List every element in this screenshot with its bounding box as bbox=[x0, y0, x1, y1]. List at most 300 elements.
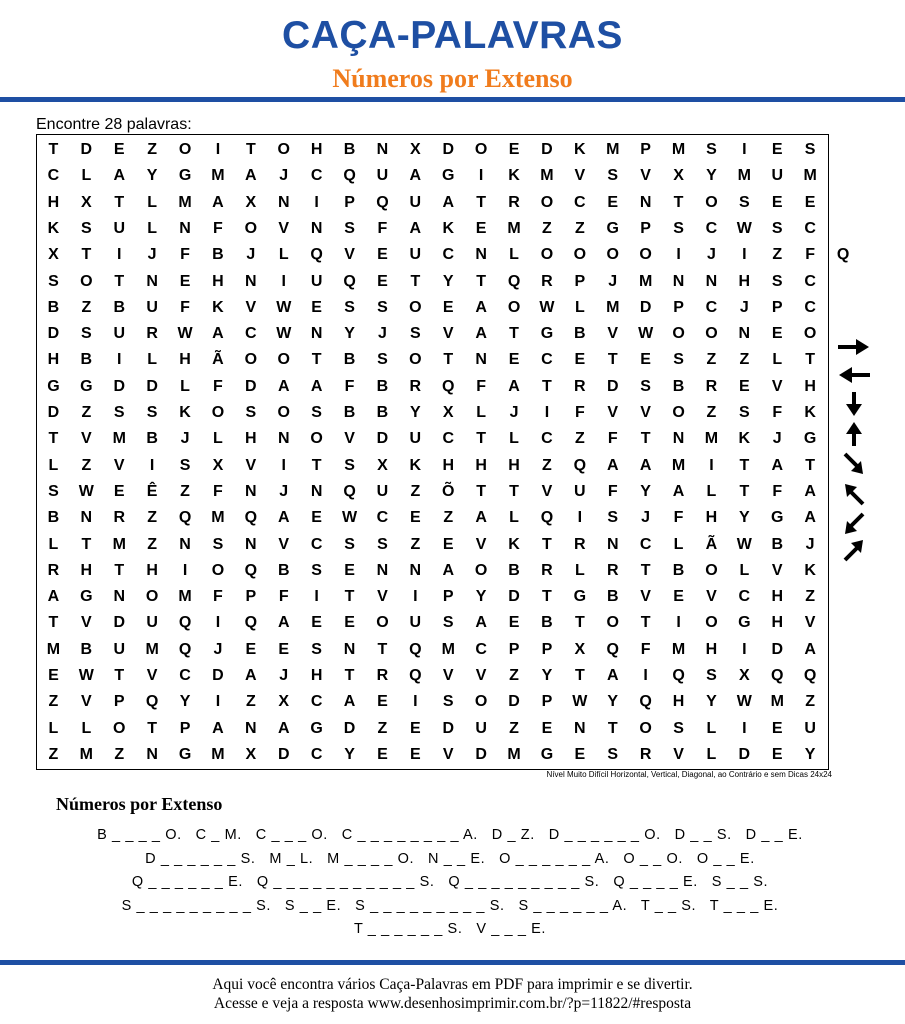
grid-cell[interactable]: U bbox=[310, 272, 323, 290]
grid-cell[interactable]: N bbox=[245, 719, 257, 737]
grid-cell[interactable]: B bbox=[376, 377, 389, 395]
grid-cell[interactable]: X bbox=[212, 456, 224, 474]
grid-cell[interactable]: Z bbox=[805, 588, 816, 606]
grid-cell[interactable]: L bbox=[772, 351, 783, 369]
grid-cell[interactable]: O bbox=[409, 298, 422, 316]
grid-cell[interactable]: J bbox=[180, 430, 190, 448]
grid-cell[interactable]: S bbox=[113, 404, 125, 421]
grid-cell[interactable]: N bbox=[310, 482, 323, 500]
grid-cell[interactable]: C bbox=[310, 535, 323, 553]
grid-cell[interactable]: S bbox=[804, 141, 816, 158]
grid-cell[interactable]: I bbox=[413, 588, 418, 606]
grid-cell[interactable]: J bbox=[377, 325, 387, 343]
grid-cell[interactable]: H bbox=[475, 456, 487, 474]
grid-cell[interactable]: G bbox=[803, 430, 817, 448]
grid-cell[interactable]: T bbox=[311, 456, 322, 474]
grid-cell[interactable]: E bbox=[771, 193, 783, 211]
grid-cell[interactable]: S bbox=[673, 219, 684, 237]
grid-cell[interactable]: G bbox=[80, 377, 93, 395]
grid-cell[interactable]: S bbox=[311, 561, 322, 579]
grid-cell[interactable]: D bbox=[277, 745, 290, 763]
grid-cell[interactable]: A bbox=[277, 377, 290, 395]
grid-cell[interactable]: F bbox=[213, 588, 223, 606]
grid-cell[interactable]: B bbox=[376, 404, 389, 421]
grid-cell[interactable]: R bbox=[574, 377, 586, 395]
grid-cell[interactable]: V bbox=[146, 667, 158, 684]
grid-cell[interactable]: W bbox=[177, 325, 193, 343]
grid-cell[interactable]: R bbox=[639, 745, 652, 763]
grid-cell[interactable]: L bbox=[48, 719, 59, 737]
grid-cell[interactable]: Y bbox=[410, 404, 421, 421]
grid-cell[interactable]: T bbox=[542, 588, 552, 606]
grid-cell[interactable]: S bbox=[81, 325, 92, 343]
grid-cell[interactable]: T bbox=[805, 351, 816, 369]
grid-cell[interactable]: C bbox=[310, 693, 323, 711]
grid-cell[interactable]: E bbox=[771, 141, 783, 158]
grid-cell[interactable]: T bbox=[443, 351, 454, 369]
grid-cell[interactable]: O bbox=[474, 693, 488, 711]
grid-cell[interactable]: T bbox=[311, 351, 322, 369]
grid-cell[interactable]: T bbox=[574, 614, 585, 632]
grid-cell[interactable]: V bbox=[442, 325, 454, 343]
grid-cell[interactable]: O bbox=[573, 246, 587, 264]
grid-cell[interactable]: P bbox=[771, 298, 783, 316]
grid-cell[interactable]: O bbox=[211, 561, 225, 579]
grid-cell[interactable]: J bbox=[608, 272, 618, 290]
grid-cell[interactable]: F bbox=[213, 219, 223, 237]
grid-cell[interactable]: B bbox=[343, 351, 356, 369]
grid-cell[interactable]: D bbox=[113, 614, 126, 632]
grid-cell[interactable]: A bbox=[804, 482, 816, 500]
grid-cell[interactable]: O bbox=[639, 719, 652, 737]
grid-cell[interactable]: M bbox=[211, 509, 225, 527]
grid-cell[interactable]: F bbox=[180, 246, 190, 264]
grid-cell[interactable]: T bbox=[805, 456, 816, 474]
grid-cell[interactable]: O bbox=[80, 272, 93, 290]
grid-cell[interactable]: E bbox=[377, 272, 388, 290]
grid-cell[interactable]: A bbox=[310, 377, 323, 395]
grid-cell[interactable]: M bbox=[507, 745, 521, 763]
grid-cell[interactable]: X bbox=[673, 167, 684, 185]
grid-cell[interactable]: J bbox=[279, 167, 289, 185]
grid-cell[interactable]: N bbox=[245, 482, 257, 500]
grid-cell[interactable]: I bbox=[544, 404, 550, 421]
grid-cell[interactable]: Y bbox=[706, 693, 717, 711]
grid-cell[interactable]: Q bbox=[310, 246, 323, 264]
grid-cell[interactable]: G bbox=[47, 377, 60, 395]
grid-cell[interactable]: A bbox=[245, 667, 257, 684]
grid-cell[interactable]: L bbox=[509, 246, 519, 264]
grid-cell[interactable]: L bbox=[81, 167, 92, 185]
grid-cell[interactable]: I bbox=[577, 509, 583, 527]
grid-cell[interactable]: Z bbox=[81, 298, 92, 316]
grid-cell[interactable]: F bbox=[278, 588, 289, 606]
grid-cell[interactable]: B bbox=[47, 509, 60, 527]
grid-cell[interactable]: T bbox=[607, 719, 618, 737]
grid-cell[interactable]: Z bbox=[706, 351, 717, 369]
grid-cell[interactable]: P bbox=[541, 640, 553, 658]
grid-cell[interactable]: T bbox=[476, 272, 487, 290]
grid-cell[interactable]: A bbox=[672, 482, 685, 500]
grid-cell[interactable]: D bbox=[475, 745, 487, 763]
grid-cell[interactable]: T bbox=[344, 588, 355, 606]
grid-cell[interactable]: I bbox=[643, 667, 648, 684]
grid-cell[interactable]: D bbox=[442, 719, 455, 737]
grid-cell[interactable]: N bbox=[475, 246, 487, 264]
grid-cell[interactable]: U bbox=[771, 167, 784, 185]
grid-cell[interactable]: Q bbox=[244, 614, 258, 632]
grid-cell[interactable]: K bbox=[738, 430, 751, 448]
grid-cell[interactable]: X bbox=[410, 141, 421, 158]
grid-cell[interactable]: E bbox=[113, 482, 125, 500]
grid-cell[interactable]: C bbox=[376, 509, 389, 527]
grid-cell[interactable]: U bbox=[146, 614, 158, 632]
grid-cell[interactable]: C bbox=[442, 246, 455, 264]
grid-cell[interactable]: O bbox=[244, 219, 258, 237]
grid-cell[interactable]: N bbox=[179, 535, 191, 553]
grid-cell[interactable]: T bbox=[476, 482, 487, 500]
grid-cell[interactable]: L bbox=[706, 745, 717, 763]
grid-cell[interactable]: S bbox=[673, 351, 684, 369]
grid-cell[interactable]: B bbox=[343, 141, 356, 158]
grid-cell[interactable]: O bbox=[474, 561, 488, 579]
grid-cell[interactable]: I bbox=[742, 141, 747, 158]
grid-cell[interactable]: F bbox=[772, 404, 783, 421]
grid-cell[interactable]: C bbox=[47, 167, 60, 185]
grid-cell[interactable]: Z bbox=[81, 404, 92, 421]
grid-cell[interactable]: L bbox=[147, 193, 158, 211]
grid-cell[interactable]: K bbox=[47, 219, 60, 237]
grid-cell[interactable]: U bbox=[409, 430, 422, 448]
grid-cell[interactable]: T bbox=[48, 614, 59, 632]
grid-cell[interactable]: X bbox=[442, 404, 454, 421]
grid-cell[interactable]: O bbox=[376, 614, 389, 632]
grid-cell[interactable]: S bbox=[146, 404, 158, 421]
grid-cell[interactable]: D bbox=[113, 377, 126, 395]
grid-cell[interactable]: D bbox=[212, 667, 224, 684]
grid-cell[interactable]: I bbox=[709, 456, 714, 474]
grid-cell[interactable]: E bbox=[673, 588, 684, 606]
grid-cell[interactable]: N bbox=[475, 351, 487, 369]
grid-cell[interactable]: L bbox=[180, 377, 190, 395]
grid-cell[interactable]: Q bbox=[639, 693, 652, 711]
grid-cell[interactable]: C bbox=[574, 193, 586, 211]
grid-cell[interactable]: W bbox=[736, 219, 752, 237]
grid-cell[interactable]: V bbox=[278, 219, 290, 237]
grid-cell[interactable]: Q bbox=[442, 377, 455, 395]
grid-cell[interactable]: F bbox=[344, 377, 355, 395]
grid-cell[interactable]: C bbox=[705, 298, 718, 316]
grid-cell[interactable]: L bbox=[706, 719, 717, 737]
grid-cell[interactable]: U bbox=[804, 719, 816, 737]
grid-cell[interactable]: U bbox=[113, 640, 126, 658]
grid-cell[interactable]: D bbox=[245, 377, 257, 395]
grid-cell[interactable]: R bbox=[47, 561, 60, 579]
grid-cell[interactable]: S bbox=[739, 404, 750, 421]
grid-cell[interactable]: T bbox=[640, 614, 651, 632]
grid-cell[interactable]: S bbox=[739, 193, 750, 211]
grid-cell[interactable]: E bbox=[541, 719, 553, 737]
grid-cell[interactable]: V bbox=[607, 404, 619, 421]
grid-cell[interactable]: R bbox=[705, 377, 718, 395]
grid-cell[interactable]: H bbox=[310, 667, 323, 684]
grid-cell[interactable]: H bbox=[508, 456, 520, 474]
grid-cell[interactable]: A bbox=[475, 614, 487, 632]
grid-cell[interactable]: T bbox=[476, 193, 487, 211]
grid-cell[interactable]: U bbox=[113, 219, 126, 237]
grid-cell[interactable]: W bbox=[276, 325, 292, 343]
grid-cell[interactable]: B bbox=[672, 561, 685, 579]
grid-cell[interactable]: I bbox=[149, 456, 155, 474]
grid-cell[interactable]: R bbox=[376, 667, 389, 684]
grid-cell[interactable]: Z bbox=[377, 719, 388, 737]
grid-cell[interactable]: H bbox=[705, 509, 718, 527]
grid-cell[interactable]: D bbox=[343, 719, 356, 737]
grid-cell[interactable]: P bbox=[179, 719, 191, 737]
grid-cell[interactable]: S bbox=[344, 298, 355, 316]
grid-cell[interactable]: H bbox=[179, 351, 191, 369]
grid-cell[interactable]: Z bbox=[443, 509, 454, 527]
grid-cell[interactable]: P bbox=[673, 298, 684, 316]
grid-cell[interactable]: Y bbox=[640, 482, 651, 500]
grid-cell[interactable]: S bbox=[48, 482, 59, 500]
grid-cell[interactable]: T bbox=[607, 351, 618, 369]
grid-cell[interactable]: A bbox=[277, 509, 290, 527]
grid-cell[interactable]: R bbox=[606, 561, 619, 579]
grid-cell[interactable]: T bbox=[48, 430, 59, 448]
grid-cell[interactable]: T bbox=[574, 667, 585, 684]
grid-cell[interactable]: D bbox=[47, 325, 60, 343]
grid-cell[interactable]: R bbox=[113, 509, 126, 527]
grid-cell[interactable]: A bbox=[47, 588, 60, 606]
grid-cell[interactable]: V bbox=[442, 745, 454, 763]
grid-cell[interactable]: N bbox=[705, 272, 718, 290]
grid-cell[interactable]: L bbox=[278, 246, 289, 264]
grid-cell[interactable]: Q bbox=[178, 640, 192, 658]
grid-cell[interactable]: E bbox=[475, 219, 487, 237]
grid-cell[interactable]: B bbox=[113, 298, 126, 316]
grid-cell[interactable]: Z bbox=[48, 745, 59, 763]
grid-cell[interactable]: E bbox=[113, 141, 125, 158]
grid-cell[interactable]: L bbox=[509, 509, 519, 527]
grid-cell[interactable]: C bbox=[804, 298, 816, 316]
grid-cell[interactable]: R bbox=[508, 193, 520, 211]
grid-cell[interactable]: Z bbox=[147, 535, 158, 553]
grid-cell[interactable]: Q bbox=[145, 693, 159, 711]
grid-cell[interactable]: M bbox=[671, 640, 686, 658]
grid-cell[interactable]: V bbox=[804, 614, 816, 632]
grid-cell[interactable]: N bbox=[672, 430, 685, 448]
grid-cell[interactable]: A bbox=[277, 614, 290, 632]
grid-cell[interactable]: E bbox=[607, 193, 619, 211]
grid-cell[interactable]: E bbox=[278, 640, 290, 658]
grid-cell[interactable]: I bbox=[742, 640, 747, 658]
grid-cell[interactable]: I bbox=[314, 193, 319, 211]
grid-cell[interactable]: N bbox=[310, 325, 323, 343]
grid-cell[interactable]: T bbox=[81, 535, 92, 553]
grid-cell[interactable]: J bbox=[641, 509, 651, 527]
grid-cell[interactable]: G bbox=[178, 745, 192, 763]
grid-cell[interactable]: O bbox=[540, 193, 554, 211]
grid-cell[interactable]: S bbox=[673, 719, 684, 737]
grid-cell[interactable]: M bbox=[770, 693, 784, 711]
grid-cell[interactable]: F bbox=[213, 377, 223, 395]
grid-cell[interactable]: O bbox=[672, 404, 685, 421]
grid-cell[interactable]: X bbox=[245, 193, 257, 211]
grid-cell[interactable]: M bbox=[606, 298, 620, 316]
grid-cell[interactable]: I bbox=[314, 588, 319, 606]
grid-cell[interactable]: G bbox=[771, 509, 784, 527]
grid-cell[interactable]: F bbox=[213, 482, 223, 500]
grid-cell[interactable]: K bbox=[212, 298, 224, 316]
grid-cell[interactable]: U bbox=[376, 167, 389, 185]
grid-cell[interactable]: O bbox=[409, 351, 422, 369]
grid-cell[interactable]: E bbox=[442, 298, 454, 316]
grid-cell[interactable]: C bbox=[705, 219, 718, 237]
grid-cell[interactable]: D bbox=[146, 377, 158, 395]
grid-cell[interactable]: A bbox=[409, 219, 422, 237]
grid-cell[interactable]: T bbox=[147, 719, 158, 737]
grid-cell[interactable]: H bbox=[245, 430, 257, 448]
grid-cell[interactable]: B bbox=[574, 325, 586, 343]
grid-cell[interactable]: S bbox=[212, 535, 224, 553]
grid-cell[interactable]: N bbox=[113, 588, 126, 606]
grid-cell[interactable]: J bbox=[805, 535, 815, 553]
grid-cell[interactable]: Y bbox=[541, 667, 553, 684]
grid-cell[interactable]: S bbox=[410, 325, 421, 343]
grid-cell[interactable]: F bbox=[607, 430, 618, 448]
grid-cell[interactable]: F bbox=[180, 298, 190, 316]
grid-cell[interactable]: B bbox=[343, 404, 356, 421]
grid-cell[interactable]: L bbox=[706, 482, 717, 500]
grid-cell[interactable]: C bbox=[639, 535, 652, 553]
grid-cell[interactable]: Q bbox=[178, 614, 192, 632]
grid-cell[interactable]: B bbox=[212, 246, 224, 264]
grid-cell[interactable]: O bbox=[639, 246, 652, 264]
grid-cell[interactable]: I bbox=[742, 719, 747, 737]
grid-cell[interactable]: N bbox=[409, 561, 422, 579]
grid-cell[interactable]: Q bbox=[507, 272, 521, 290]
grid-cell[interactable]: O bbox=[507, 298, 521, 316]
grid-cell[interactable]: O bbox=[803, 325, 817, 343]
grid-cell[interactable]: A bbox=[475, 298, 487, 316]
grid-cell[interactable]: E bbox=[739, 377, 750, 395]
grid-cell[interactable]: A bbox=[475, 325, 487, 343]
grid-cell[interactable]: E bbox=[442, 535, 454, 553]
grid-cell[interactable]: P bbox=[442, 588, 454, 606]
grid-cell[interactable]: E bbox=[344, 614, 355, 632]
grid-cell[interactable]: C bbox=[738, 588, 751, 606]
grid-cell[interactable]: T bbox=[48, 141, 59, 158]
grid-cell[interactable]: V bbox=[706, 588, 717, 606]
grid-cell[interactable]: M bbox=[112, 535, 126, 553]
grid-cell[interactable]: X bbox=[245, 745, 257, 763]
grid-cell[interactable]: I bbox=[676, 614, 681, 632]
grid-cell[interactable]: C bbox=[310, 745, 323, 763]
grid-cell[interactable]: J bbox=[706, 246, 716, 264]
grid-cell[interactable]: L bbox=[147, 351, 158, 369]
grid-cell[interactable]: O bbox=[178, 141, 192, 158]
grid-cell[interactable]: M bbox=[638, 272, 653, 290]
grid-cell[interactable]: T bbox=[476, 430, 487, 448]
grid-cell[interactable]: K bbox=[804, 561, 816, 579]
grid-cell[interactable]: I bbox=[413, 693, 418, 711]
grid-cell[interactable]: Z bbox=[542, 456, 552, 474]
grid-cell[interactable]: Q bbox=[836, 246, 850, 264]
grid-cell[interactable]: Y bbox=[344, 745, 355, 763]
grid-cell[interactable]: N bbox=[376, 561, 389, 579]
grid-cell[interactable]: Q bbox=[343, 482, 356, 500]
grid-cell[interactable]: V bbox=[81, 693, 92, 711]
grid-cell[interactable]: I bbox=[281, 272, 286, 290]
grid-cell[interactable]: Ã bbox=[212, 351, 224, 369]
grid-cell[interactable]: A bbox=[343, 693, 356, 711]
grid-cell[interactable]: E bbox=[311, 614, 322, 632]
grid-cell[interactable]: H bbox=[672, 693, 685, 711]
grid-cell[interactable]: E bbox=[771, 325, 783, 343]
grid-cell[interactable]: T bbox=[81, 246, 92, 264]
grid-cell[interactable]: H bbox=[804, 377, 816, 395]
grid-cell[interactable]: C bbox=[442, 430, 455, 448]
grid-cell[interactable]: N bbox=[343, 640, 356, 658]
grid-cell[interactable]: B bbox=[80, 351, 93, 369]
grid-cell[interactable]: A bbox=[113, 167, 126, 185]
grid-cell[interactable]: Õ bbox=[442, 482, 455, 500]
grid-cell[interactable]: E bbox=[508, 614, 520, 632]
grid-cell[interactable]: S bbox=[81, 219, 92, 237]
grid-cell[interactable]: L bbox=[574, 561, 585, 579]
grid-cell[interactable]: D bbox=[376, 430, 389, 448]
grid-cell[interactable]: N bbox=[277, 430, 290, 448]
grid-cell[interactable]: Z bbox=[574, 219, 585, 237]
grid-cell[interactable]: Z bbox=[772, 246, 783, 264]
grid-cell[interactable]: Z bbox=[706, 404, 717, 421]
grid-cell[interactable]: A bbox=[409, 167, 422, 185]
grid-cell[interactable]: X bbox=[377, 456, 388, 474]
grid-cell[interactable]: T bbox=[114, 193, 125, 211]
grid-cell[interactable]: C bbox=[245, 325, 257, 343]
grid-cell[interactable]: W bbox=[572, 693, 588, 711]
grid-cell[interactable]: W bbox=[736, 535, 752, 553]
grid-cell[interactable]: G bbox=[606, 219, 619, 237]
grid-cell[interactable]: J bbox=[739, 298, 749, 316]
grid-cell[interactable]: M bbox=[540, 167, 554, 185]
grid-cell[interactable]: T bbox=[509, 482, 519, 500]
grid-cell[interactable]: S bbox=[344, 219, 355, 237]
grid-cell[interactable]: Q bbox=[803, 667, 817, 684]
grid-cell[interactable]: I bbox=[117, 351, 122, 369]
grid-cell[interactable]: Q bbox=[573, 456, 587, 474]
grid-cell[interactable]: X bbox=[574, 640, 586, 658]
grid-cell[interactable]: M bbox=[671, 141, 686, 158]
grid-cell[interactable]: E bbox=[410, 509, 421, 527]
grid-cell[interactable]: O bbox=[211, 404, 225, 421]
grid-cell[interactable]: V bbox=[475, 667, 487, 684]
grid-cell[interactable]: V bbox=[574, 167, 586, 185]
grid-cell[interactable]: Q bbox=[343, 272, 356, 290]
grid-cell[interactable]: N bbox=[146, 272, 158, 290]
grid-cell[interactable]: V bbox=[541, 482, 553, 500]
grid-cell[interactable]: T bbox=[344, 667, 355, 684]
grid-cell[interactable]: A bbox=[804, 509, 816, 527]
grid-cell[interactable]: Y bbox=[442, 272, 454, 290]
grid-cell[interactable]: L bbox=[147, 219, 158, 237]
grid-cell[interactable]: T bbox=[739, 456, 750, 474]
grid-cell[interactable]: B bbox=[672, 377, 685, 395]
grid-cell[interactable]: H bbox=[80, 561, 93, 579]
grid-cell[interactable]: O bbox=[277, 141, 290, 158]
grid-cell[interactable]: M bbox=[606, 141, 620, 158]
